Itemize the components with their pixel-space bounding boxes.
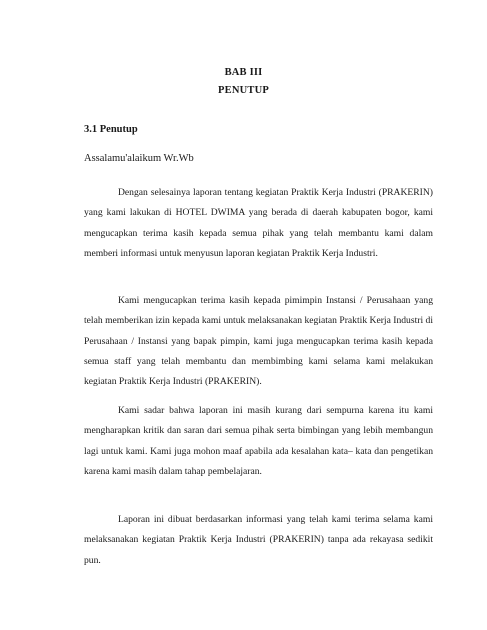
paragraph-1: Dengan selesainya laporan tentang kegiatan Praktik Kerja Industri (PRAKERIN) yang kami lakukan di HOTEL DWIMA yang berada di daerah kabupaten bogor, kami mengucapkan terima kasih kepada semua pihak yang telah membantu kami dalam memberi informasi untuk menyusun laporan kegiatan Praktik Kerja Industri. (84, 187, 433, 259)
section-heading: 3.1 Penutup (84, 124, 138, 135)
paragraph-2: Kami mengucapkan terima kasih kepada pimimpin Instansi / Perusahaan yang telah memberikan izin kepada kami untuk melaksanakan kegiatan Praktik Kerja Industri di Perusahaan / Instansi yang bapak pimpin, kami juga mengucapkan terima kasih kepada semua staff yang telah membantu dan membimbing kami selama kami melakukan kegiatan Praktik Kerja Industri (PRAKERIN). (84, 295, 433, 388)
chapter-number: BAB III (224, 67, 263, 78)
paragraph-3: Kami sadar bahwa laporan ini masih kurang dari sempurna karena itu kami mengharapkan kritik dan saran dari semua pihak serta bimbingan yang lebih membangun lagi untuk kami. Kami juga mohon maaf apabila ada kesalahan kata– kata dan pengetikan karena kami masih dalam tahap pembelajaran. (84, 405, 433, 477)
paragraph-4: Laporan ini dibuat berdasarkan informasi yang telah kami terima selama kami melaksanakan kegiatan Praktik Kerja Industri (PRAKERIN) tanpa ada rekayasa sedikit pun. (84, 514, 433, 566)
chapter-title: PENUTUP (218, 85, 269, 96)
greeting-text: Assalamu'alaikum Wr.Wb (84, 153, 194, 164)
